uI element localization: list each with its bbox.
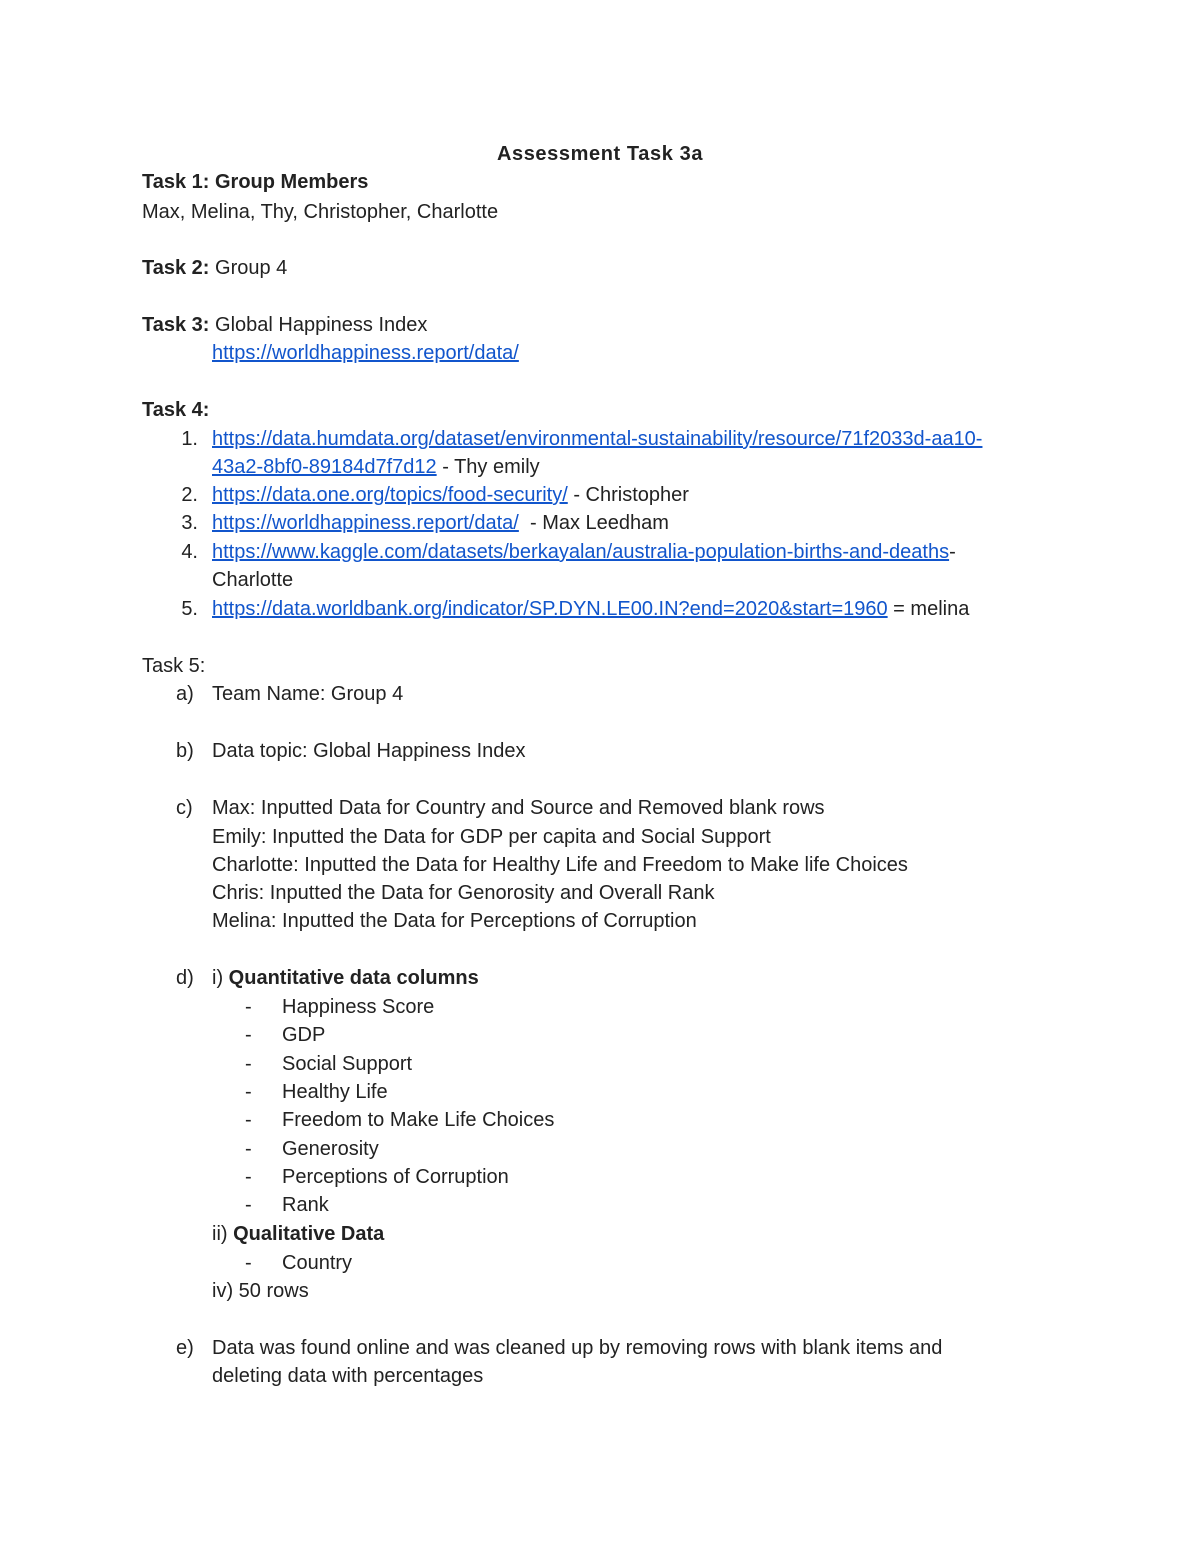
qualitative-heading [212, 1222, 384, 1246]
dash-bullet: - [245, 1109, 252, 1131]
quant-item: Perceptions of Corruption [282, 1166, 509, 1188]
item1-suffix: - Thy emily [436, 456, 540, 478]
dash-bullet: - [245, 1252, 252, 1274]
task2-label: Task 2: [142, 257, 210, 279]
item5-link[interactable]: https://data.worldbank.org/indicator/SP.DYN.LE00.IN?end=2020&start=1960 [212, 598, 888, 620]
task5-heading: Task 5: [142, 655, 206, 677]
task2-line [142, 256, 287, 280]
task3-value: Global Happiness Index [209, 314, 428, 336]
qual-prefix: ii) [212, 1223, 234, 1245]
list-number: 4. [181, 541, 198, 563]
dash-bullet: - [245, 1138, 252, 1160]
item-marker: a) [176, 683, 194, 705]
list-number: 2. [181, 484, 198, 506]
item4-suffix-line2: Charlotte [212, 569, 294, 591]
quant-item: Generosity [282, 1138, 379, 1160]
quant-item: Healthy Life [282, 1081, 388, 1103]
task4-heading [142, 398, 209, 422]
contribution-line: Max: Inputted Data for Country and Source and Removed blank rows [212, 797, 825, 819]
item2-content [212, 483, 689, 507]
task4-label: Task 4: [142, 399, 210, 421]
qual-item: Country [282, 1252, 353, 1274]
contribution-line: Emily: Inputted the Data for GDP per capita and Social Support [212, 826, 771, 848]
dash-bullet: - [245, 996, 252, 1018]
item4-content [212, 540, 956, 564]
quantitative-heading [212, 966, 479, 990]
dash-bullet: - [245, 1166, 252, 1188]
item-marker: d) [176, 967, 194, 989]
list-number: 1. [181, 428, 198, 450]
quant-item: Rank [282, 1194, 329, 1216]
quant-prefix: i) [212, 967, 229, 989]
data-topic-text: Data topic: Global Happiness Index [212, 740, 526, 762]
dash-bullet: - [245, 1024, 252, 1046]
task3-line [142, 313, 427, 337]
item3-link[interactable]: https://worldhappiness.report/data/ [212, 512, 519, 534]
item-marker: e) [176, 1337, 194, 1359]
item2-link[interactable]: https://data.one.org/topics/food-security/ [212, 484, 568, 506]
item5-content [212, 597, 969, 621]
task3-link-line [212, 341, 519, 365]
list-number: 3. [181, 512, 198, 534]
qual-label: Qualitative Data [233, 1223, 385, 1245]
dash-bullet: - [245, 1053, 252, 1075]
list-number: 5. [181, 598, 198, 620]
item5-suffix: = melina [887, 598, 970, 620]
task3-label: Task 3: [142, 314, 210, 336]
item4-link[interactable]: https://www.kaggle.com/datasets/berkayalan/australia-population-births-and-deaths [212, 541, 950, 563]
rows-count: iv) 50 rows [212, 1280, 309, 1302]
task3-link[interactable]: https://worldhappiness.report/data/ [212, 342, 519, 364]
item4-suffix: - [949, 541, 956, 563]
quant-item: Happiness Score [282, 996, 435, 1018]
task1-members: Max, Melina, Thy, Christopher, Charlotte [142, 201, 499, 223]
item-marker: b) [176, 740, 194, 762]
item3-content [212, 511, 669, 535]
item1-link-part1[interactable]: https://data.humdata.org/dataset/environmental-sustainability/resource/71f2033d-aa10- [212, 428, 983, 450]
task1-label: Task 1: Group Members [142, 171, 369, 193]
contribution-line: Charlotte: Inputted the Data for Healthy Life and Freedom to Make life Choices [212, 854, 908, 876]
item3-suffix: - Max Leedham [518, 512, 669, 534]
task1-heading [142, 170, 368, 194]
item1-link-part2[interactable]: 43a2-8bf0-89184d7f7d12 [212, 456, 437, 478]
cleaning-text-line1: Data was found online and was cleaned up by removing rows with blank items and [212, 1337, 943, 1359]
contribution-line: Melina: Inputted the Data for Perceptions of Corruption [212, 910, 697, 932]
quant-item: Freedom to Make Life Choices [282, 1109, 555, 1131]
quant-label: Quantitative data columns [228, 967, 479, 989]
document-title: Assessment Task 3a [496, 143, 704, 165]
cleaning-text-line2: deleting data with percentages [212, 1365, 484, 1387]
quant-item: Social Support [282, 1053, 413, 1075]
dash-bullet: - [245, 1081, 252, 1103]
list-item-continuation [212, 455, 540, 479]
dash-bullet: - [245, 1194, 252, 1216]
task2-value: Group 4 [209, 257, 288, 279]
contribution-line: Chris: Inputted the Data for Genorosity and Overall Rank [212, 882, 715, 904]
team-name-text: Team Name: Group 4 [212, 683, 404, 705]
item2-suffix: - Christopher [567, 484, 689, 506]
item-marker: c) [176, 797, 193, 819]
quant-item: GDP [282, 1024, 326, 1046]
